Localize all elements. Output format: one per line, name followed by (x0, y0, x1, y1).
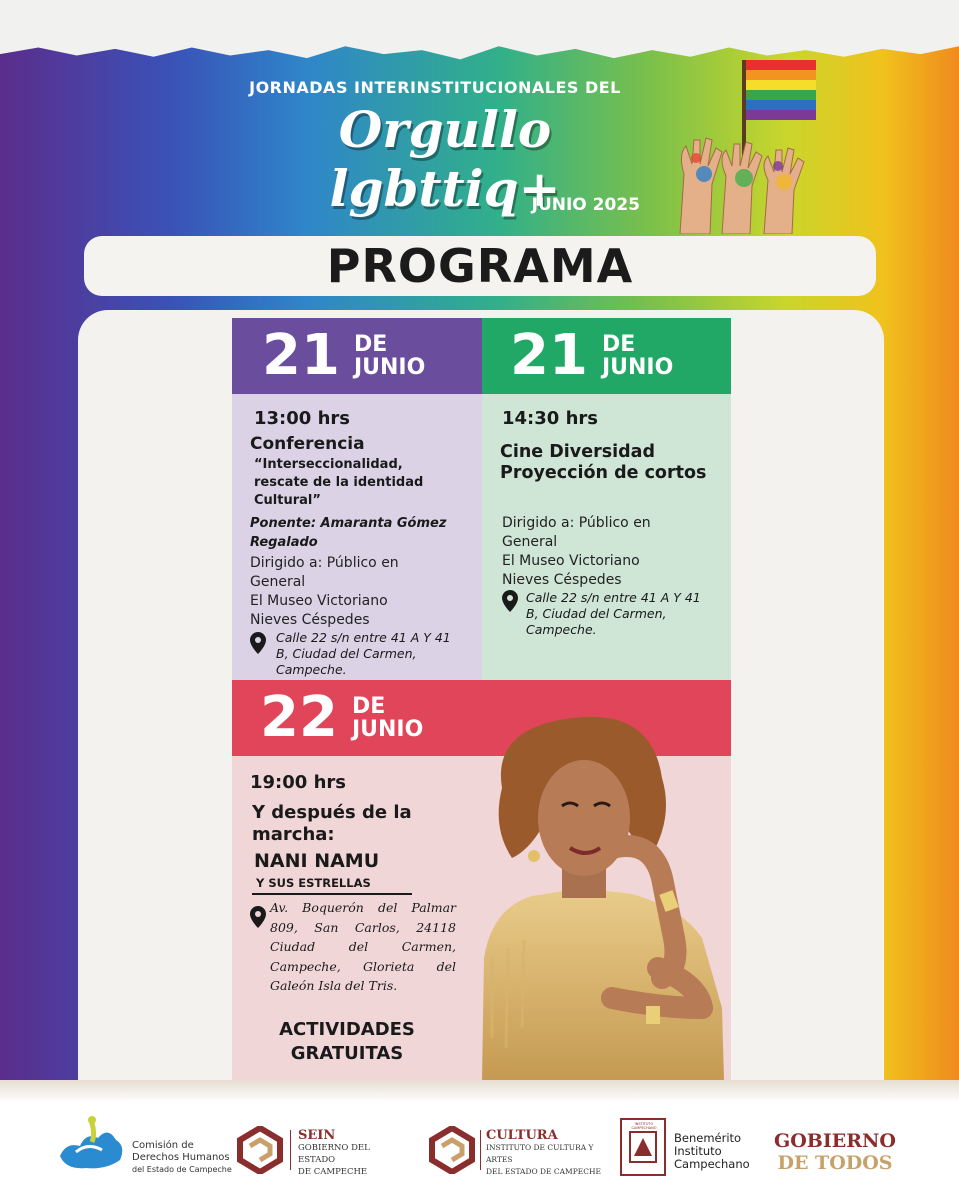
event-venue: El Museo Victoriano Nieves Céspedes (502, 553, 640, 588)
gobierno-logo: GOBIERNO DE TODOS (774, 1130, 896, 1174)
day-card-1-header (232, 318, 482, 394)
day-month-label: DE JUNIO (351, 693, 424, 742)
day-number: 21 (262, 323, 340, 388)
day-number: 22 (260, 685, 338, 750)
sein-logo-text: SEIN GOBIERNO DEL ESTADO DE CAMPECHE (298, 1128, 370, 1177)
event-venue: El Museo Victoriano Nieves Céspedes (250, 593, 388, 628)
header-date: JUNIO 2025 (531, 195, 640, 215)
performer-portrait (462, 708, 732, 1080)
free-activities-note: ACTIVIDADES GRATUITAS (279, 1019, 415, 1064)
sein-logo-icon (236, 1126, 284, 1174)
event-title: Cine Diversidad Proyección de cortos (500, 442, 707, 483)
cdh-logo-icon (56, 1112, 128, 1174)
day-card-2-header (482, 318, 731, 394)
location-pin-icon (502, 590, 518, 612)
event-title: “Interseccionalidad, rescate de la identidad Cultural” (254, 457, 424, 508)
bic-logo-text: Benemérito Instituto Campechano (674, 1131, 750, 1171)
day-month-label: DE JUNIO (353, 331, 426, 380)
day-number: 21 (510, 323, 588, 388)
event-time: 19:00 hrs (250, 772, 346, 793)
bic-seal (620, 1118, 666, 1176)
day-month-label: DE JUNIO (601, 331, 674, 380)
footer-separator (480, 1130, 481, 1170)
bic-seal-icon (628, 1130, 658, 1164)
cultura-logo-text: CULTURA INSTITUTO DE CULTURA Y ARTES DEL ESTADO DE CAMPECHE (486, 1128, 602, 1176)
day-card-1 (232, 318, 482, 680)
cultura-logo-icon (428, 1126, 476, 1174)
event-speaker: Ponente: Amaranta Gómez Regalado (250, 516, 447, 550)
pride-flag-hands-illustration (660, 54, 820, 234)
event-address: Calle 22 s/n entre 41 A Y 41 B, Ciudad del Carmen, Campeche. (276, 630, 451, 677)
programa-title: PROGRAMA (84, 236, 876, 296)
event-audience: Dirigido a: Público en General (502, 515, 651, 550)
footer-separator (290, 1130, 291, 1170)
event-time: 14:30 hrs (502, 408, 598, 429)
day-card-2-body (482, 394, 731, 680)
event-time: 13:00 hrs (254, 408, 350, 429)
location-pin-icon (250, 906, 266, 928)
day-card-1-body (232, 394, 482, 680)
location-pin-icon (250, 632, 266, 654)
performer-name: NANI NAMU (254, 850, 380, 872)
header-top-line: JORNADAS INTERINSTITUCIONALES DEL (249, 78, 621, 97)
event-address: Av. Boquerón del Palmar 809, San Carlos, 24118 Ciudad del Carmen, Campeche, Glorieta del Galeón Isla del Tris. (270, 900, 456, 993)
cdh-logo-text: Comisión de Derechos Humanos del Estado de Campeche (132, 1140, 232, 1174)
header-script-title: Orgullo lgbttiq+ (329, 100, 561, 218)
day-card-2 (482, 318, 731, 680)
event-title: Y después de la marcha: (252, 802, 412, 845)
bic-seal-text: INSTITUTO CAMPECHANO (631, 1122, 657, 1130)
event-audience: Dirigido a: Público en General (250, 555, 399, 590)
event-address: Calle 22 s/n entre 41 A Y 41 B, Ciudad del Carmen, Campeche. (526, 590, 701, 637)
event-type: Conferencia (250, 434, 365, 454)
performer-subtitle: Y SUS ESTRELLAS (252, 876, 412, 895)
